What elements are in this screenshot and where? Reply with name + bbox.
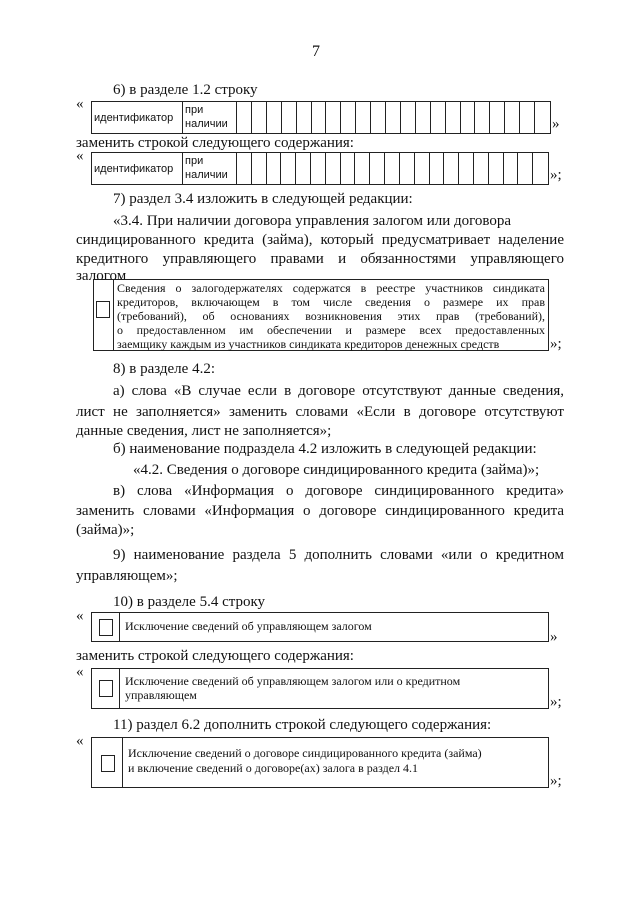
empty-cell (401, 102, 416, 133)
empty-cell (252, 153, 267, 184)
empty-cell (430, 153, 445, 184)
empty-cell (490, 102, 505, 133)
box-3-4-line-3: (требований), об основаниях возникновения этих прав (требований), (117, 309, 545, 323)
empty-cell (415, 153, 430, 184)
empty-cell (371, 102, 386, 133)
para-8c-line-1: в) слова «Информация о договоре синдицированного кредита» (113, 483, 564, 499)
item-11-heading: 11) раздел 6.2 дополнить строкой следующего содержания: (113, 717, 492, 733)
row-6-2-line-1: Исключение сведений о договоре синдицированного кредита (займа) (128, 746, 482, 760)
empty-cell (311, 153, 326, 184)
empty-cell (296, 153, 311, 184)
para-8a-line-1: а) слова «В случае если в договоре отсутствуют данные сведения, (113, 383, 564, 399)
box-3-4-line-2: кредиторов, включающем в том числе сведения о размере их прав (117, 295, 545, 309)
close-quote: » (552, 116, 560, 132)
empty-cell (505, 102, 520, 133)
empty-cell (416, 102, 431, 133)
close-quote-semicolon: »; (550, 167, 562, 183)
para-3-4-line-2: синдицированного кредита (займа), который предусматривает наделение (76, 232, 564, 248)
para-8a-line-3: данные сведения, лист не заполняется»; (76, 423, 332, 439)
checkbox-icon (99, 619, 113, 636)
para-3-4-line-4: залогом (76, 268, 127, 284)
para-9-line-2: управляющем»; (76, 568, 178, 584)
empty-cell (431, 102, 446, 133)
empty-cell (267, 102, 282, 133)
empty-cell (475, 102, 490, 133)
close-quote-semicolon: »; (550, 773, 562, 789)
para-8c-line-2: заменить словами «Информация о договоре синдицированного кредита (76, 503, 564, 519)
open-quote: « (76, 733, 84, 749)
empty-cell (474, 153, 489, 184)
empty-cell (356, 102, 371, 133)
row-6-2-line-2: и включение сведений о договоре(ах) залога в раздел 4.1 (128, 761, 419, 775)
when-label-2: наличии (185, 169, 228, 181)
when-label-1: при (185, 104, 204, 116)
empty-cell (461, 102, 476, 133)
empty-cell (341, 153, 356, 184)
empty-cell (326, 153, 341, 184)
empty-cell (520, 102, 535, 133)
para-8a-line-2: лист не заполняется» заменить словами «Если в договоре отсутствуют (76, 404, 564, 420)
para-8b: б) наименование подраздела 4.2 изложить в следующей редакции: (113, 441, 537, 457)
box-3-4-line-4: о предоставленном им обеспечении и размере всех предоставленных (117, 323, 545, 337)
empty-cell (267, 153, 282, 184)
box-3-4-line-1: Сведения о залогодержателях содержатся в реестре участников синдиката (117, 281, 545, 295)
empty-cell (237, 102, 252, 133)
checkbox-icon (99, 680, 113, 697)
empty-cell (459, 153, 474, 184)
section-5-4-old-row (91, 612, 549, 642)
when-label-1: при (185, 155, 204, 167)
item-6-heading: 6) в разделе 1.2 строку (113, 82, 258, 98)
open-quote: « (76, 148, 84, 164)
empty-cell (281, 153, 296, 184)
empty-cell (297, 102, 312, 133)
empty-cell (489, 153, 504, 184)
id-row-table-new (91, 152, 549, 185)
empty-cell (282, 102, 297, 133)
close-quote-semicolon: »; (550, 694, 562, 710)
empty-cell (312, 102, 327, 133)
empty-cell (252, 102, 267, 133)
item-7-heading: 7) раздел 3.4 изложить в следующей редакции: (113, 191, 413, 207)
empty-cell (341, 102, 356, 133)
empty-cell (446, 102, 461, 133)
empty-cell (504, 153, 519, 184)
row-5-4-old-text: Исключение сведений об управляющем залогом (125, 619, 372, 633)
section-3-4-table (93, 279, 549, 351)
row-5-4-new-line-1: Исключение сведений об управляющем залогом или о кредитном (125, 674, 461, 688)
row-5-4-new-line-2: управляющем (125, 688, 197, 702)
para-3-4-line-1: «3.4. При наличии договора управления залогом или договора (113, 213, 512, 229)
when-label-2: наличии (185, 118, 228, 130)
para-9-line-1: 9) наименование раздела 5 дополнить словами «или о кредитном (113, 547, 564, 563)
checkbox-icon (101, 755, 115, 772)
item-10-heading: 10) в разделе 5.4 строку (113, 594, 266, 610)
empty-cell (400, 153, 415, 184)
close-quote-semicolon: »; (550, 336, 562, 352)
empty-cell (370, 153, 385, 184)
para-8b-title: «4.2. Сведения о договоре синдицированного кредита (займа)»; (133, 462, 540, 478)
replace-with-text: заменить строкой следующего содержания: (76, 648, 354, 664)
para-3-4-line-3: кредитного управляющего правами и обязанностями управляющего (76, 251, 564, 267)
box-3-4-line-5: заемщику каждым из участников синдиката кредиторов денежных средств (117, 337, 500, 351)
close-quote: » (550, 629, 558, 645)
section-5-4-new-row (91, 668, 549, 709)
empty-cell (385, 153, 400, 184)
empty-cell (518, 153, 533, 184)
empty-cell (355, 153, 370, 184)
item-8-heading: 8) в разделе 4.2: (113, 361, 215, 377)
open-quote: « (76, 96, 84, 112)
empty-cell (444, 153, 459, 184)
id-cell-label: идентификатор (94, 112, 174, 124)
empty-cell (326, 102, 341, 133)
page-number: 7 (312, 43, 320, 60)
open-quote: « (76, 664, 84, 680)
section-6-2-row (91, 737, 549, 788)
id-cell-label: идентификатор (94, 163, 174, 175)
id-row-table-old (91, 101, 551, 134)
checkbox-icon (96, 301, 110, 318)
empty-cell (237, 153, 252, 184)
empty-cell (386, 102, 401, 133)
para-8c-line-3: (займа)»; (76, 522, 135, 538)
open-quote: « (76, 608, 84, 624)
replace-with-text: заменить строкой следующего содержания: (76, 135, 354, 151)
